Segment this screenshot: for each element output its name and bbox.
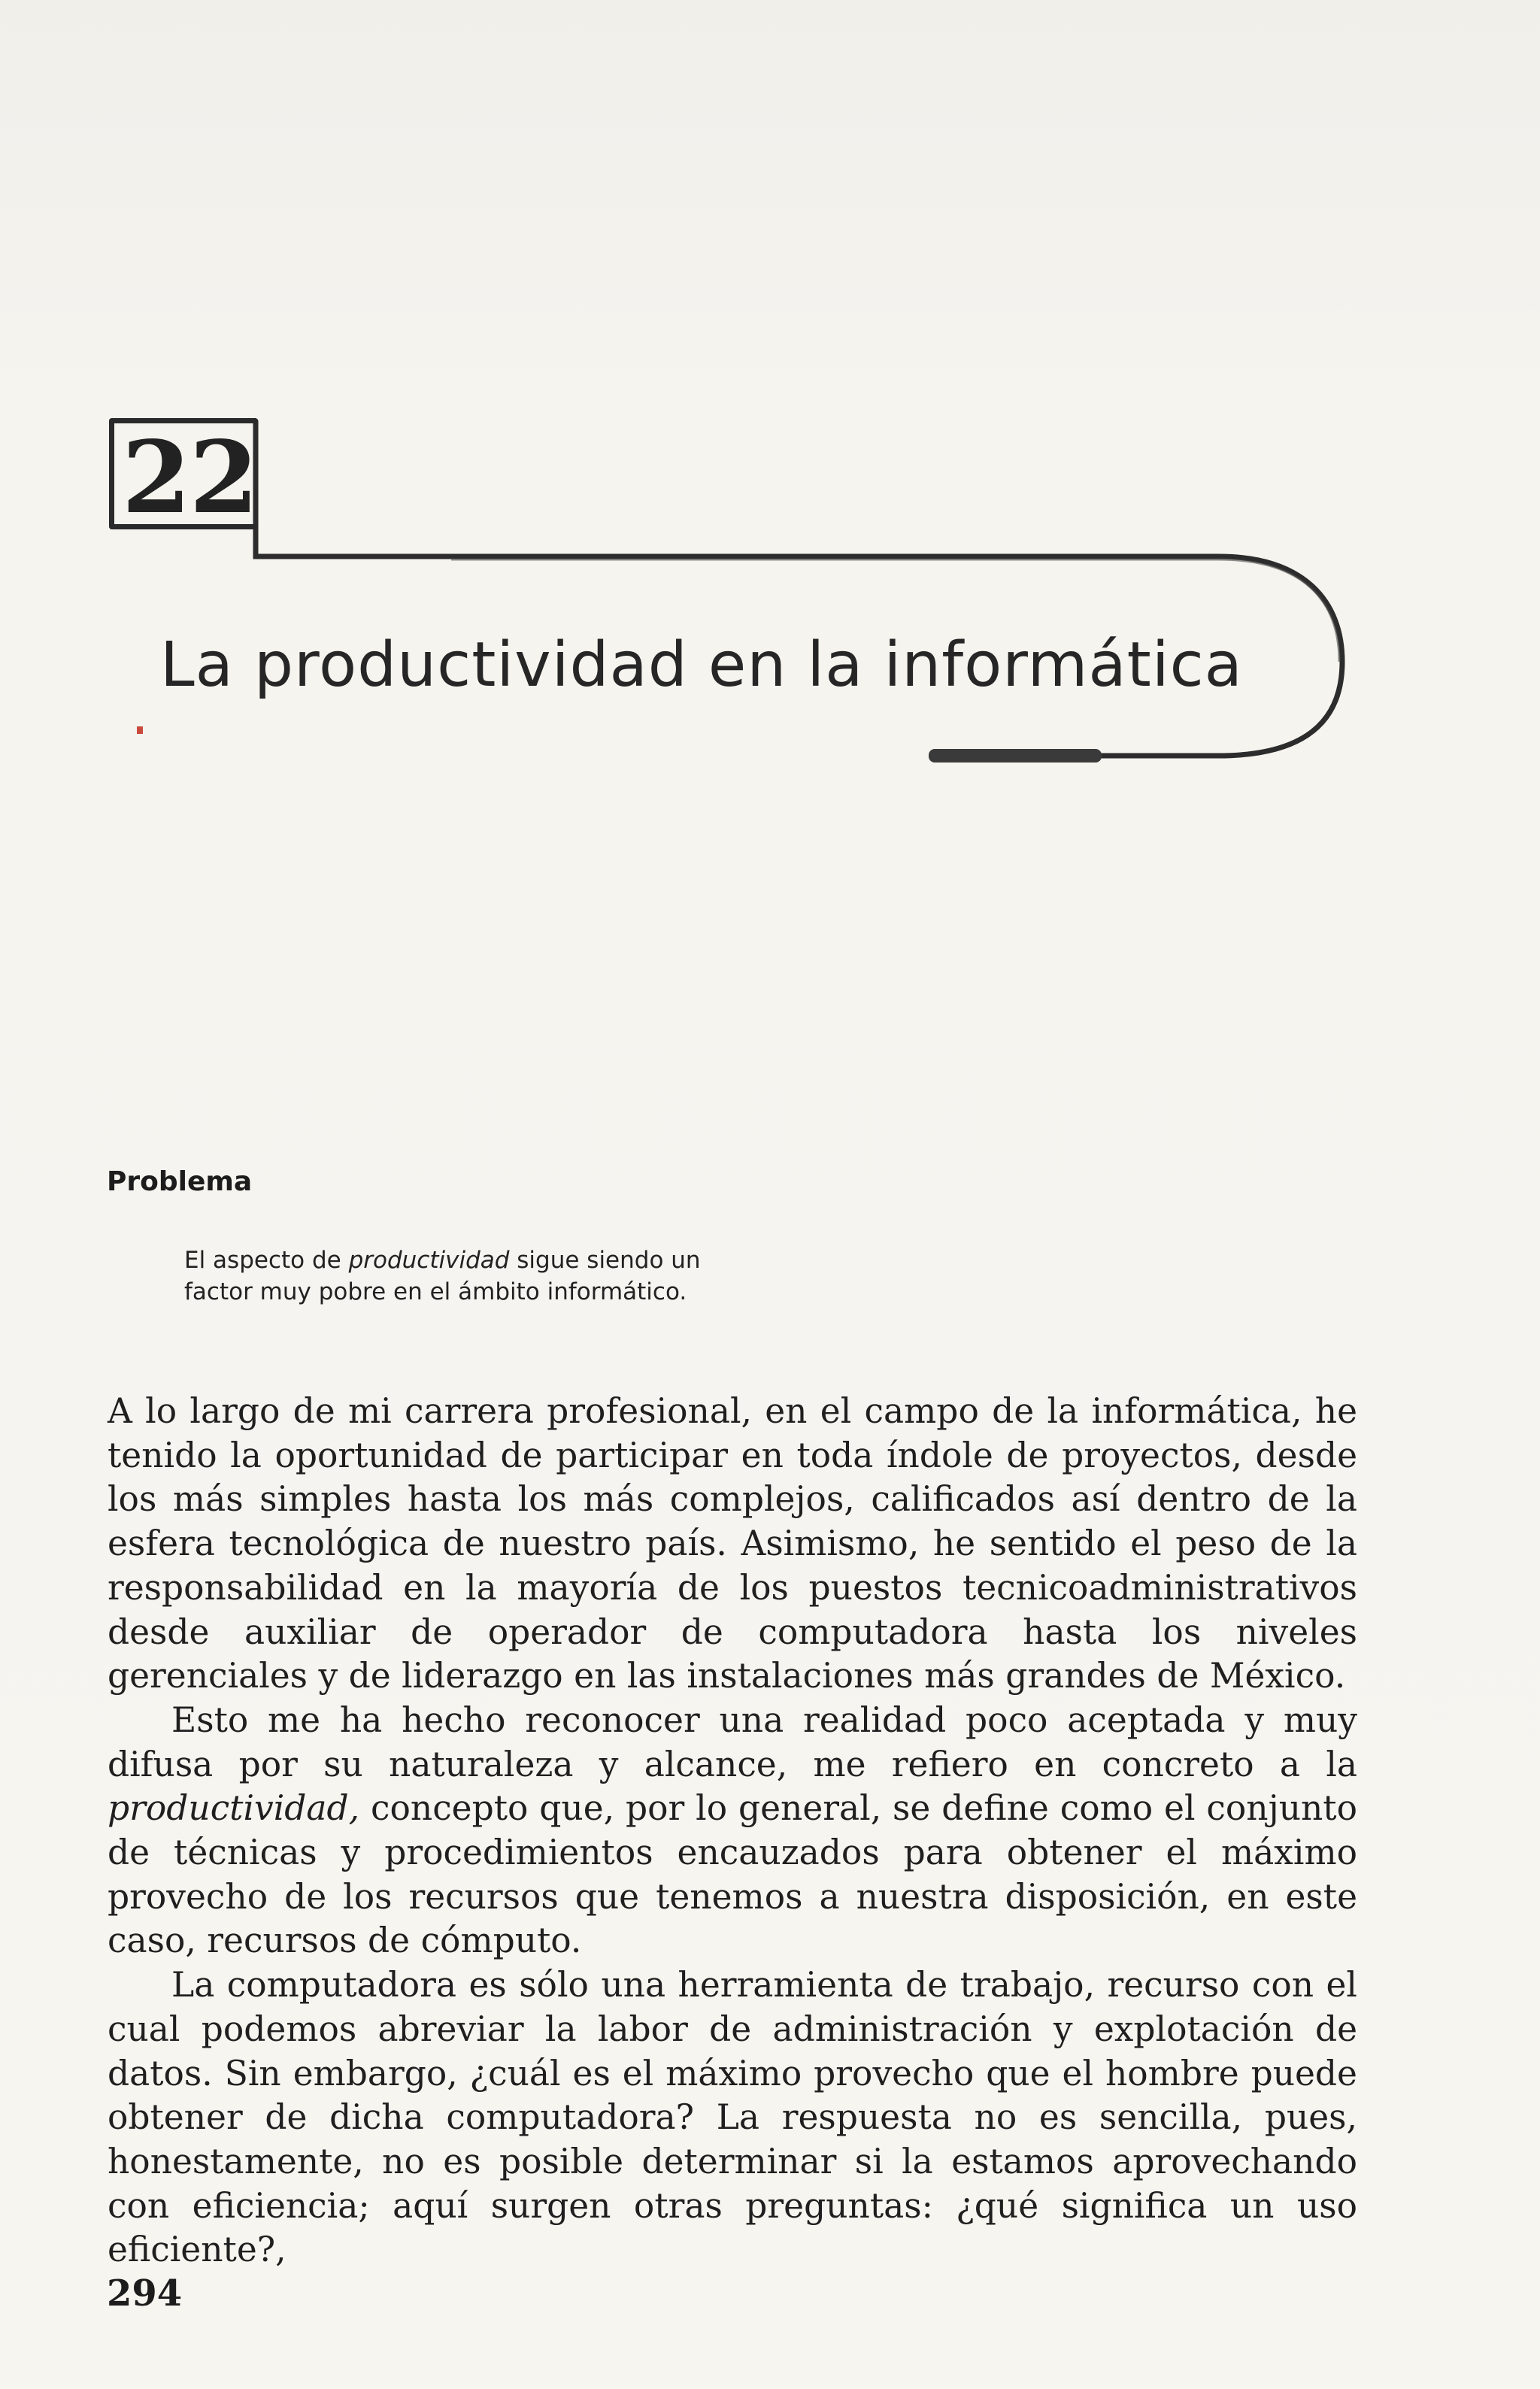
page-number: 294 bbox=[107, 2272, 183, 2315]
body-paragraph-2 bbox=[108, 1699, 1357, 1963]
body-text bbox=[108, 1390, 1357, 2272]
paragraph-2-before: Esto me ha hecho reconocer una realidad poco aceptada y muy difusa por su naturaleza y alcance, me refiero en concreto a la bbox=[108, 1699, 1357, 1784]
paragraph-2-after: concepto que, por lo general, se define como el conjunto de técnicas y procedimientos encauzados para obtener el máximo provecho de los recursos que tenemos a nuestra disposición, en este caso, recursos de cómputo. bbox=[108, 1788, 1357, 1961]
body-paragraph-1: A lo largo de mi carrera profesional, en el campo de la informática, he tenido la oportunidad de participar en toda índole de proyectos, desde los más simples hasta los más complejos, calificados así dentro de la esfera tecnológica de nuestro país. Asimismo, he sentido el peso de la responsabilidad en la mayoría de los puestos tecnicoadministrativos desde auxiliar de operador de computadora hasta los niveles gerenciales y de liderazgo en las instalaciones más grandes de México. bbox=[108, 1391, 1357, 1696]
chapter-number: 22 bbox=[122, 420, 257, 536]
problem-statement bbox=[184, 1245, 756, 1308]
decorative-dot bbox=[137, 726, 143, 734]
paragraph-2-emphasis: productividad, bbox=[108, 1788, 360, 1829]
chapter-title: La productividad en la informática bbox=[160, 629, 1243, 701]
body-paragraph-3: La computadora es sólo una herramienta de trabajo, recurso con el cual podemos abreviar la labor de administración y explotación de datos. Sin embargo, ¿cuál es el máximo provecho que el hombre puede obtener de dicha computadora? La respuesta no es sencilla, pues, honestamente, no es posible determinar si la estamos aprovechando con eficiencia; aquí surgen otras preguntas: ¿qué significa un uso eficiente?, bbox=[108, 1965, 1357, 2270]
problem-text-after: sigue siendo un factor muy pobre en el ámbito informático. bbox=[184, 1247, 701, 1305]
problem-text-emphasis: productividad bbox=[348, 1247, 510, 1274]
problem-text-before: El aspecto de bbox=[184, 1247, 349, 1274]
problem-heading: Problema bbox=[107, 1166, 253, 1197]
